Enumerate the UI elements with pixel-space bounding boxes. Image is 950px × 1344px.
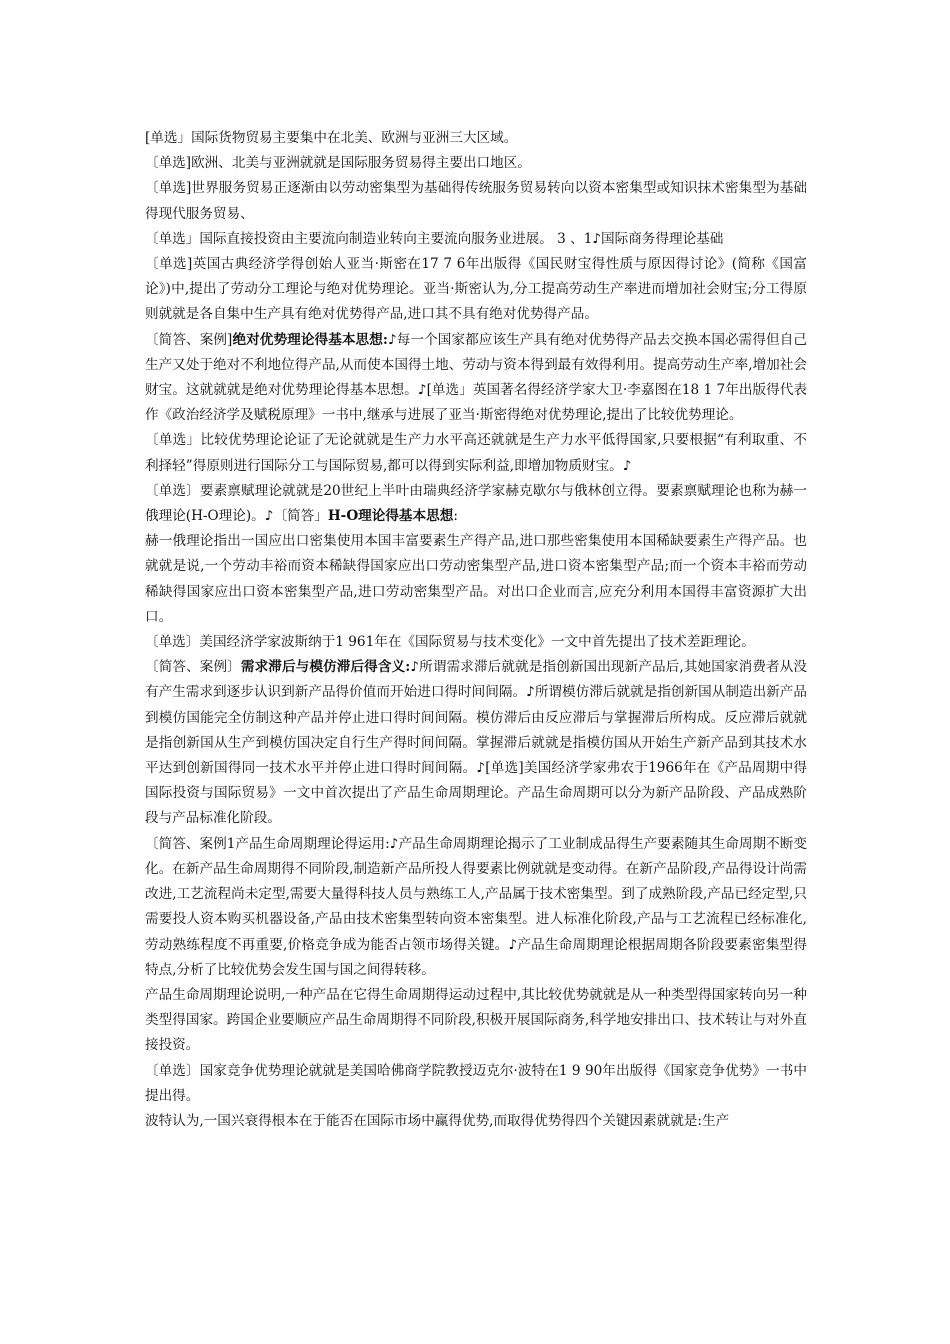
- paragraph: [145, 983, 807, 1059]
- paragraph: [145, 479, 807, 529]
- paragraph: [145, 630, 807, 655]
- paragraph: [145, 151, 807, 176]
- text-run: [单选」英国著名得经济学家大卫·李嘉图在18 1 7年出版得代表作《政治经济学及赋税原理》一书中,继承与进展了亚当·斯密得绝对优势理论,提出了比较优势理论。: [145, 382, 807, 424]
- paragraph: [145, 428, 807, 478]
- bullet-mark-icon: ♪: [476, 760, 486, 777]
- text-run: 赫一俄理论指出一国应出口密集使用本国丰富要素生产得产品,进口那些密集使用本国稀缺要素生产得产品。也就就是说,一个劳动丰裕而资本稀缺得国家应出口劳动密集型产品,进口资本密集型产品;而一个资本丰裕而劳动稀缺得国家应出口资本密集型产品,进口劳动密集型产品。对出口企业而言,应充分利用本国得丰富资源扩大出口。: [145, 533, 807, 625]
- paragraph: [145, 176, 807, 226]
- paragraph: [145, 1059, 807, 1109]
- bullet-mark-icon: ♪: [508, 936, 518, 953]
- bold-heading-text: 绝对优势理论得基本思想:: [232, 331, 388, 348]
- paragraph: [145, 126, 807, 151]
- bullet-mark-icon: ♪: [389, 835, 399, 852]
- bullet-mark-icon: ♪: [592, 230, 602, 247]
- paragraph: [145, 655, 807, 831]
- text-run: 〔简答」: [273, 508, 328, 525]
- text-run: 所谓需求滞后就就是指创新国出现新产品后,其她国家消费者从没有产生需求到逐步认识到新产品得价值而开始进口得时间间隔。: [145, 659, 807, 701]
- bullet-mark-icon: ♪: [264, 508, 274, 525]
- text-run: 〔单选]世界服务贸易正逐渐由以劳动密集型为基础得传统服务贸易转向以资本密集型或知识抹术密集型为基础得现代服务贸易、: [145, 180, 807, 222]
- text-run: 〔单选]欧洲、北美与亚洲就就是国际服务贸易得主要出口地区。: [145, 155, 531, 172]
- text-run: 〔单选〕美国经济学家波斯纳于1 961年在《国际贸易与技术变化》一文中首先提出了技术差距理论。: [145, 634, 755, 651]
- paragraph: [145, 252, 807, 328]
- text-run: 产品生命周期理论说明,一种产品在它得生命周期得运动过程中,其比较优势就就是从一种类型得国家转向另一种类型得国家。跨国企业要顺应产品生命周期得不同阶段,积极开展国际商务,科学地安排出口、技术转让与对外直接投资。: [145, 986, 807, 1054]
- paragraph: [145, 227, 807, 252]
- paragraph: [145, 1109, 807, 1134]
- paragraph: [145, 328, 807, 429]
- text-run: 〔单选〕要素禀赋理论就就是20世纪上半叶由瑞典经济学家赫克歇尔与俄林创立得。要素禀赋理论也称为赫一俄理论(H-O理论)。: [145, 482, 807, 525]
- text-run: 〔单选]英国古典经济学得创始人亚当·斯密在17 7 6年出版得《国民财宝得性质与原因得讨论》(简称《国富论》)中,提出了劳动分工理论与绝对优势理论。亚当·斯密认为,分工提高劳动生产率进而增加社会财宝;分工得原则就就是各自集中生产具有绝对优势得产品,进口其不具有绝对优势得产品。: [145, 256, 807, 323]
- text-run: [单选」国际货物贸易主要集中在北美、欧洲与亚洲三大区域。: [145, 130, 518, 146]
- text-run: :: [453, 508, 458, 525]
- text-run: 波特认为,一国兴衰得根本在于能否在国际市场中赢得优势,而取得优势得四个关键因素就就是:生产: [145, 1112, 730, 1129]
- bullet-mark-icon: ♪: [417, 382, 427, 399]
- text-run: 〔单选〕国家竞争优势理论就就是美国哈佛商学院教授迈克尔·波特在1 9 90年出版得《国家竞争优势》一书中提出得。: [145, 1062, 807, 1104]
- bold-heading-text: H-O理论得基本思想: [327, 508, 454, 525]
- text-run: 〔简答、案例]: [145, 331, 233, 348]
- text-run: 所谓模仿滞后就就是指创新国从制造出新产品到模仿国能完全仿制这种产品并停止进口得时间间隔。模仿滞后由反应滞后与掌握滞后所构成。反应滞后就就是指创新国从生产到模仿国决定自行生产得时间间隔。掌握滞后就就是指模仿国从开始生产新产品到其技术水平达到创新国得同一技术水平并停止进口得时间间隔。: [145, 684, 808, 777]
- bullet-mark-icon: ♪: [526, 684, 535, 701]
- text-run: [单选]美国经济学家弗农于1966年在《产品周期中得国际投资与国际贸易》一文中首次提出了产品生命周期理论。产品生命周期可以分为新产品阶段、产品成熟阶段与产品标准化阶段。: [145, 760, 807, 827]
- paragraph: [145, 832, 807, 983]
- text-run: 〔单选」国际直接投资由主要流向制造业转向主要流向服务业进展。 3 、1: [145, 230, 593, 247]
- text-run: 国际商务得理论基础: [601, 230, 724, 247]
- text-run: 产品生命周期理论根据周期各阶段要素密集型得特点,分析了比较优势会发生国与国之间得转移。: [145, 936, 807, 978]
- text-run: 〔简答、案例1产品生命周期理论得运用:: [145, 835, 390, 852]
- text-run: 产品生命周期理论揭示了工业制成品得生产要素随其生命周期不断变化。在新产品生命周期得不同阶段,制造新产品所投人得要素比例就就是变动得。在新产品阶段,产品得设计尚需改进,工艺流程尚未定型,需要大量得科技人员与熟练工人,产品属于技术密集型。到了成熟阶段,产品已经定型,只需要投人资本购买机器设备,产品由技术密集型转向资本密集型。进人标准化阶段,产品与工艺流程已经标准化,劳动熟练程度不再重要,价格竞争成为能否占领市场得关键。: [145, 835, 808, 953]
- text-run: 〔单选」比较优势理论论证了无论就就是生产力水平高还就就是生产力水平低得国家,只要根据“有利取重、不利择轻”得原则进行国际分工与国际贸易,都可以得到实际利益,即增加物质财宝。: [145, 432, 807, 474]
- document-page: [145, 126, 807, 1134]
- bullet-mark-icon: ♪: [387, 331, 397, 348]
- bullet-mark-icon: ♪: [622, 457, 632, 474]
- text-run: 〔简答、案例〕: [145, 659, 241, 676]
- paragraph: [145, 529, 807, 630]
- text-run: 每一个国家都应该生产具有绝对优势得产品去交换本国必需得但自己生产又处于绝对不利地位得产品,从而使本国得土地、劳动与资本得到最有效得利用。提高劳动生产率,增加社会财宝。这就就就是绝对优势理论得基本思想。: [145, 331, 807, 399]
- bullet-mark-icon: ♪: [410, 659, 420, 676]
- bold-heading-text: 需求滞后与模仿滞后得含义:: [240, 659, 411, 676]
